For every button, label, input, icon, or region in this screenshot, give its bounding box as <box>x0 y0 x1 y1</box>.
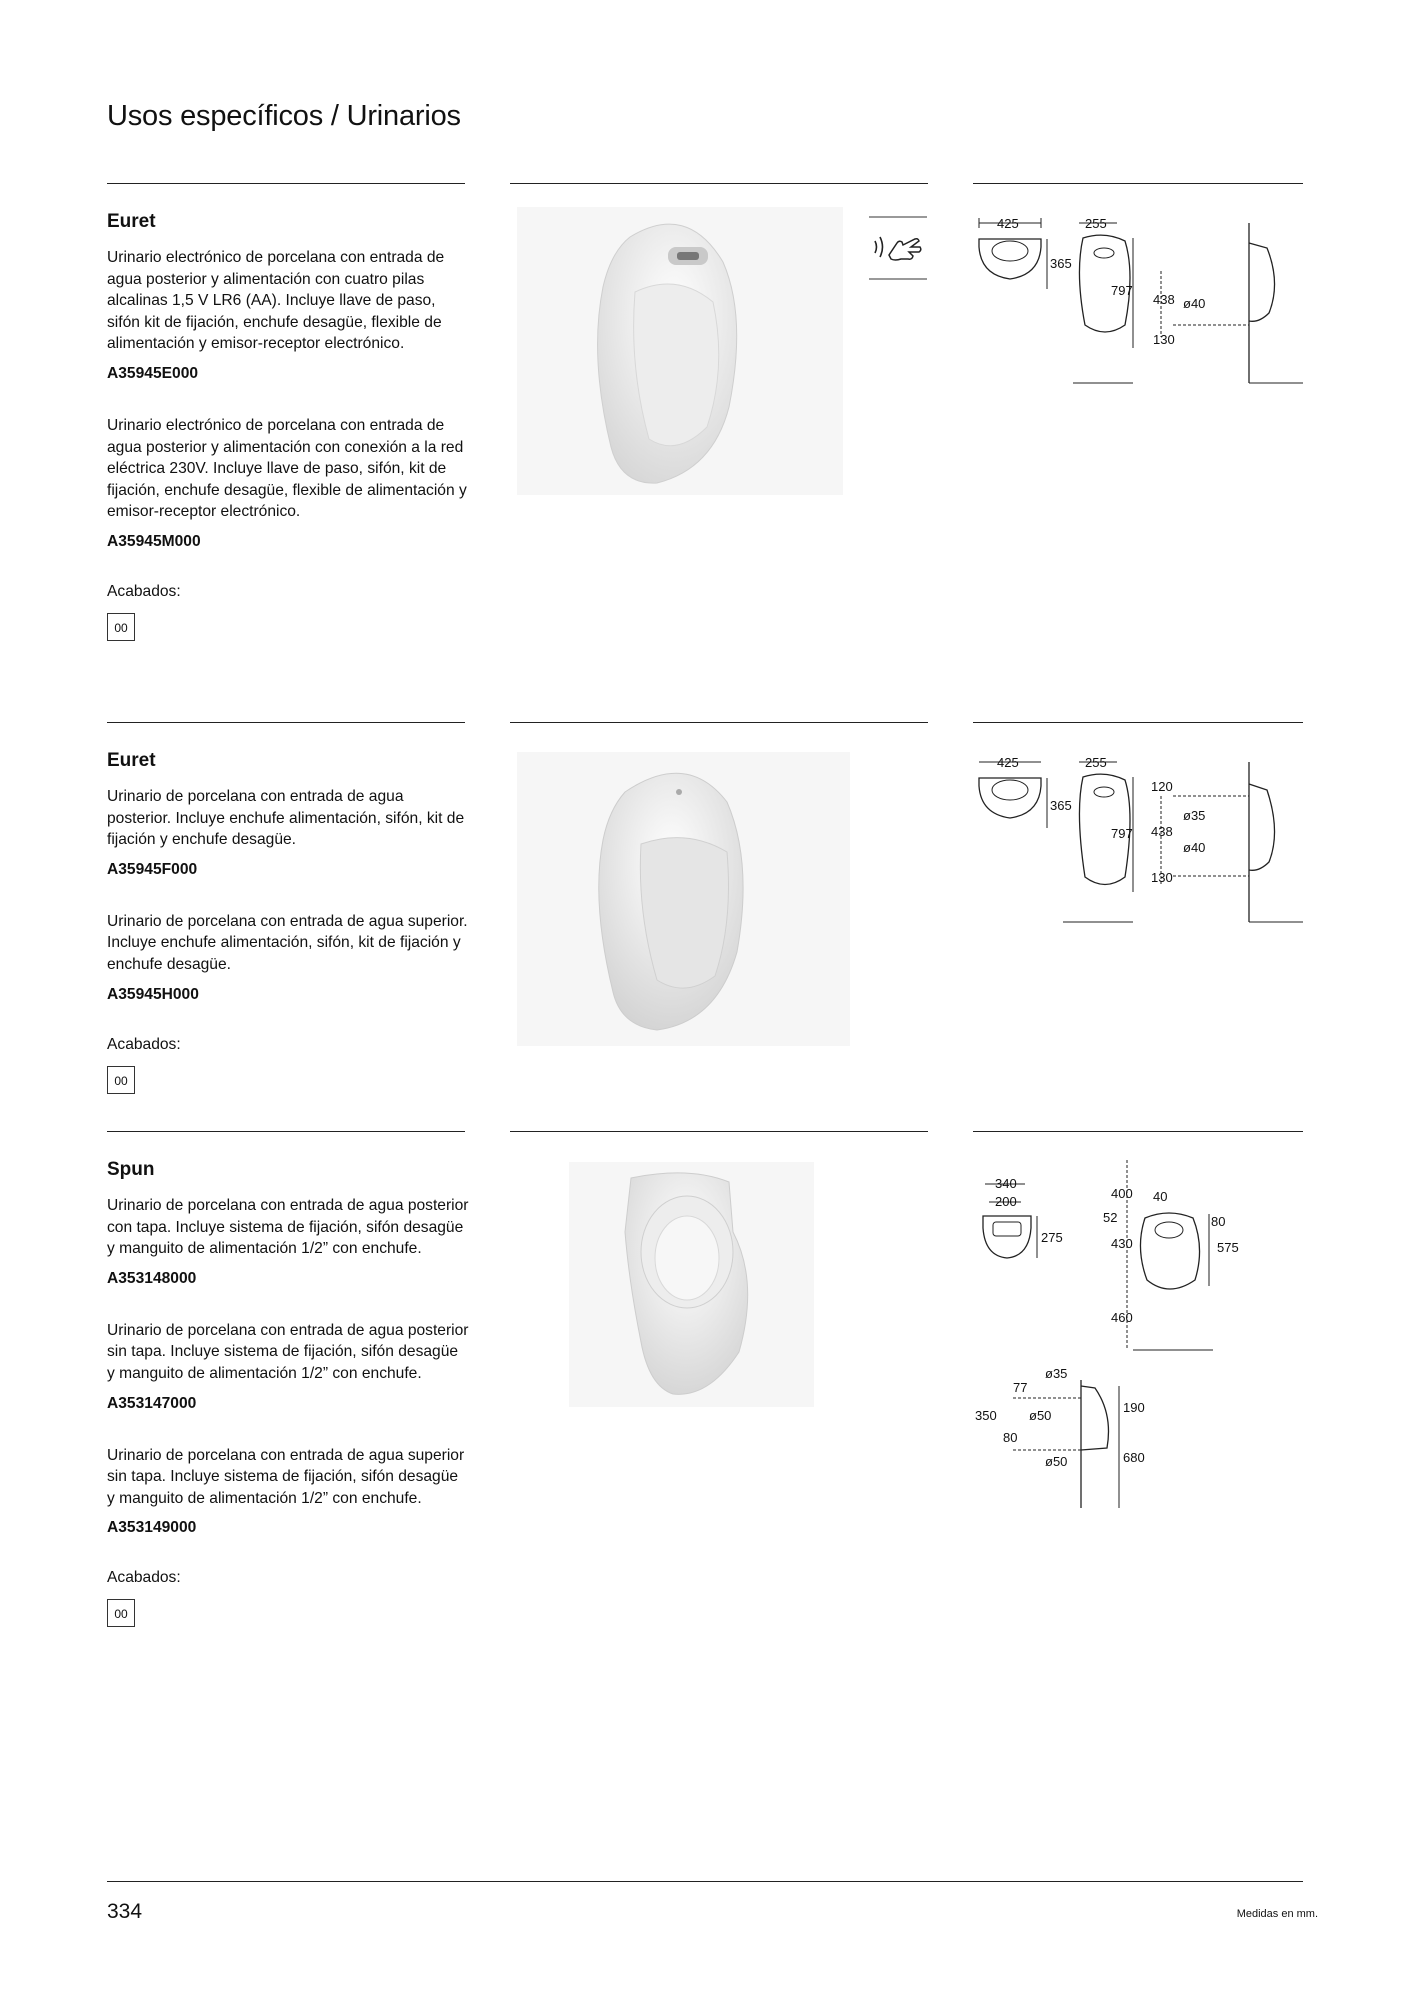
dimension-label: 200 <box>995 1194 1017 1209</box>
footnote: Medidas en mm. <box>1236 1908 1318 1920</box>
divider <box>107 183 465 184</box>
divider <box>510 722 928 723</box>
product-text-block <box>107 211 469 641</box>
dimension-label: ø50 <box>1045 1454 1068 1469</box>
finishes-label: Acabados: <box>107 1569 181 1587</box>
dimension-label: 438 <box>1151 824 1173 839</box>
finishes-label: Acabados: <box>107 582 181 600</box>
product-description: Urinario de porcelana con entrada de agua superior sin tapa. Incluye sistema de fijación, sifón desagüe y manguito de alimentación 1/2” con enchufe. <box>107 1446 465 1507</box>
dimension-label: 120 <box>1151 779 1173 794</box>
dimension-label: 40 <box>1153 1189 1168 1204</box>
divider <box>973 1131 1303 1132</box>
dimension-label: 80 <box>1211 1214 1226 1229</box>
product-description: Urinario electrónico de porcelana con entrada de agua posterior y alimentación con cuatro pilas alcalinas 1,5 V LR6 (AA). Incluye llave de paso, sifón kit de fijación, enchufe desagüe, flexible de alimentación y emisor-receptor electrónico. <box>107 249 445 353</box>
dimension-label: 425 <box>997 755 1019 770</box>
divider <box>973 722 1303 723</box>
product-text-block <box>107 1159 469 1627</box>
product-code: A35945E000 <box>107 364 199 382</box>
dimension-label: ø35 <box>1183 808 1206 823</box>
dimension-label: 130 <box>1153 332 1175 347</box>
technical-drawing <box>973 752 1313 942</box>
product-text-block <box>107 750 469 1094</box>
dimension-label: 255 <box>1085 755 1107 770</box>
dimension-label: ø50 <box>1029 1408 1052 1423</box>
dimension-label: 797 <box>1111 283 1133 298</box>
divider <box>107 722 465 723</box>
hand-sensor-icon <box>865 215 929 281</box>
finishes-label: Acabados: <box>107 1035 181 1053</box>
product-photo <box>569 1162 814 1407</box>
product-name: Euret <box>107 211 156 232</box>
dimension-label: ø40 <box>1183 296 1206 311</box>
dimension-label: 190 <box>1123 1400 1145 1415</box>
product-description: Urinario de porcelana con entrada de agua posterior con tapa. Incluye sistema de fijación, sifón desagüe y manguito de alimentación 1/2” con enchufe. <box>107 1197 469 1258</box>
technical-drawing <box>973 1158 1313 1518</box>
dimension-label: 350 <box>975 1408 997 1423</box>
dimension-label: 438 <box>1153 292 1175 307</box>
divider <box>510 183 928 184</box>
dimension-label: 430 <box>1111 1236 1133 1251</box>
product-name: Spun <box>107 1159 155 1180</box>
product-name: Euret <box>107 750 156 771</box>
dimension-label: 400 <box>1111 1186 1133 1201</box>
product-code: A353148000 <box>107 1269 197 1287</box>
finish-swatch: 00 <box>107 613 135 641</box>
dimension-label: 340 <box>995 1176 1017 1191</box>
dimension-label: 797 <box>1111 826 1133 841</box>
product-description: Urinario electrónico de porcelana con entrada de agua posterior y alimentación con conexión a la red eléctrica 230V. Incluye llave de paso, sifón, kit de fijación, enchufe desagüe, flexible de alimentación y emisor-receptor electrónico. <box>107 416 467 521</box>
page-title: Usos específicos / Urinarios <box>107 100 461 132</box>
dimension-label: 365 <box>1050 798 1072 813</box>
dimension-label: 52 <box>1103 1210 1118 1225</box>
finish-swatch: 00 <box>107 1599 135 1627</box>
dimension-label: 275 <box>1041 1230 1063 1245</box>
technical-drawing <box>973 213 1313 393</box>
dimension-label: ø35 <box>1045 1366 1068 1381</box>
divider <box>510 1131 928 1132</box>
dimension-label: 255 <box>1085 216 1107 231</box>
product-photo <box>517 207 843 495</box>
dimension-label: 130 <box>1151 870 1173 885</box>
finish-swatch: 00 <box>107 1066 135 1094</box>
dimension-label: 425 <box>997 216 1019 231</box>
product-photo <box>517 752 850 1046</box>
dimension-label: 80 <box>1003 1430 1018 1445</box>
dimension-label: 460 <box>1111 1310 1133 1325</box>
product-code: A353149000 <box>107 1519 197 1537</box>
dimension-label: 680 <box>1123 1450 1145 1465</box>
dimension-label: ø40 <box>1183 840 1206 855</box>
dimension-label: 365 <box>1050 256 1072 271</box>
dimension-label: 77 <box>1013 1380 1028 1395</box>
product-code: A35945F000 <box>107 860 198 878</box>
divider <box>107 1131 465 1132</box>
product-description: Urinario de porcelana con entrada de agua superior. Incluye enchufe alimentación, sifón, kit de fijación y enchufe desagüe. <box>107 912 468 973</box>
footer-divider <box>107 1881 1303 1882</box>
divider <box>973 183 1303 184</box>
product-code: A35945H000 <box>107 985 199 1003</box>
product-description: Urinario de porcelana con entrada de agua posterior sin tapa. Incluye sistema de fijación, sifón desagüe y manguito de alimentación 1/2” con enchufe. <box>107 1321 469 1382</box>
page-number: 334 <box>107 1900 143 1923</box>
product-code: A353147000 <box>107 1394 197 1412</box>
product-code: A35945M000 <box>107 532 201 550</box>
product-description: Urinario de porcelana con entrada de agua posterior. Incluye enchufe alimentación, sifón, kit de fijación y enchufe desagüe. <box>107 788 465 849</box>
dimension-label: 575 <box>1217 1240 1239 1255</box>
